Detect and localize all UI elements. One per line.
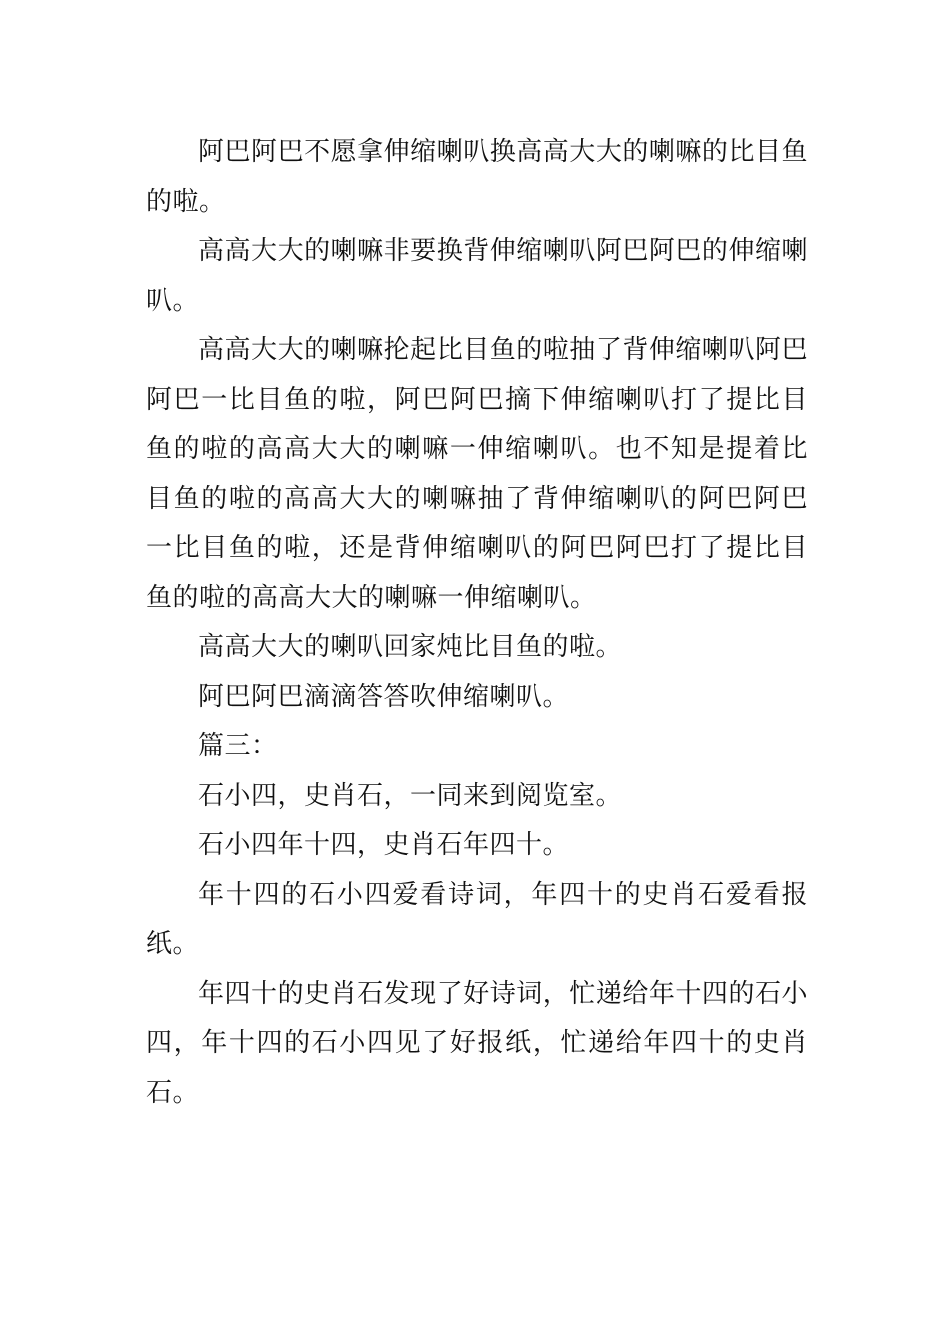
paragraph-5: 阿巴阿巴滴滴答答吹伸缩喇叭。: [198, 681, 570, 712]
paragraph-9: 年四十的史肖石发现了好诗词，忙递给年十四的石小四，年十四的石小四见了好报纸，忙递给年四十的史肖石。: [146, 978, 808, 1108]
paragraph-2: 高高大大的喇嘛非要换背伸缩喇叭阿巴阿巴的伸缩喇叭。: [146, 236, 808, 316]
paragraph-6: 石小四，史肖石，一同来到阅览室。: [198, 780, 623, 811]
paragraph-3: 高高大大的喇嘛抡起比目鱼的啦抽了背伸缩喇叭阿巴阿巴一比目鱼的啦，阿巴阿巴摘下伸缩喇叭打了提比目鱼的啦的高高大大的喇嘛一伸缩喇叭。也不知是提着比目鱼的啦的高高大大的喇嘛抽了背伸缩喇叭的阿巴阿巴一比目鱼的啦，还是背伸缩喇叭的阿巴阿巴打了提比目鱼的啦的高高大大的喇嘛一伸缩喇叭。: [146, 335, 808, 613]
document-body: [146, 128, 808, 1118]
paragraph-8: 年十四的石小四爱看诗词，年四十的史肖石爱看报纸。: [146, 879, 808, 959]
section-heading: 篇三：: [198, 731, 278, 761]
paragraph-4: 高高大大的喇叭回家炖比目鱼的啦。: [198, 632, 623, 662]
paragraph-7: 石小四年十四，史肖石年四十。: [198, 830, 570, 860]
paragraph-1: 阿巴阿巴不愿拿伸缩喇叭换高高大大的喇嘛的比目鱼的啦。: [146, 137, 808, 217]
